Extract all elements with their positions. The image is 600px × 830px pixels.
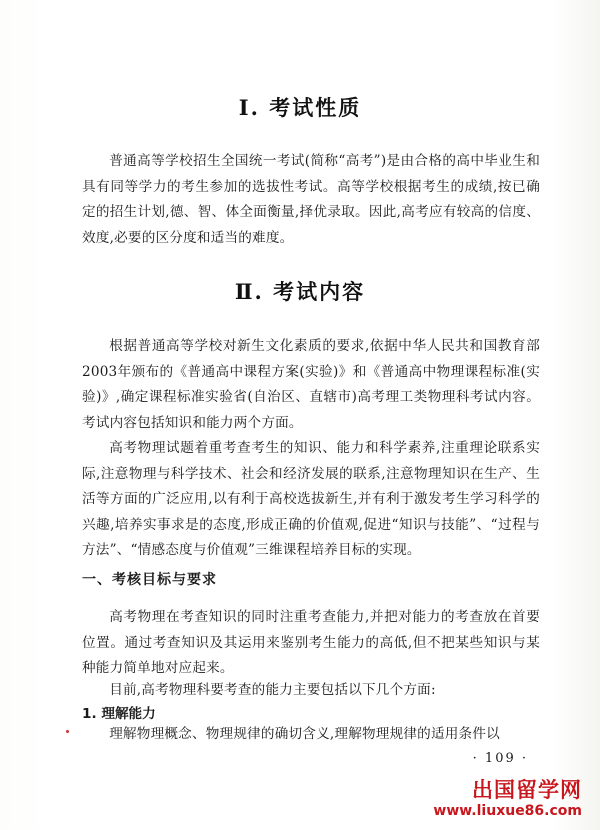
section-heading-exam-content: Ⅱ. 考试内容 — [234, 279, 366, 304]
paragraph-ability-priority: 高考物理在考查知识的同时注重考查能力,并把对能力的考查放在首要位置。通过考查知识及其运用来鉴别考生能力的高低,但不把某些知识与某种能力简单地对应起来。 — [82, 609, 540, 676]
section-heading-exam-nature: Ⅰ. 考试性质 — [238, 95, 362, 120]
scan-dot-mark — [66, 730, 69, 733]
paragraph-content-basis: 根据普通高等学校对新生文化素质的要求,依据中华人民共和国教育部2003年颁布的《普通高中课程方案(实验)》和《普通高中物理课程标准(实验)》,确定课程标准实验省(自治区、直辖市)高考理工类物理科考试内容。考试内容包括知识和能力两个方面。 — [82, 338, 540, 431]
ability-item-title: 1. 理解能力 — [82, 706, 156, 722]
paragraph-exam-nature: 普通高等学校招生全国统一考试(简称“高考”)是由合格的高中毕业生和具有同等学力的考生参加的选拔性考试。高等学校根据考生的成绩,按已确定的招生计划,德、智、体全面衡量,择优录取。因此,高考应有较高的信度、效度,必要的区分度和适当的难度。 — [82, 153, 540, 246]
page-number: · 109 · — [472, 751, 528, 766]
watermark-url[interactable]: www.liuxue86.com — [433, 803, 582, 819]
paragraph-ability-list-intro: 目前,高考物理科要考查的能力主要包括以下几个方面: — [109, 682, 436, 698]
site-watermark — [433, 778, 582, 820]
watermark-title: 出国留学网 — [472, 778, 582, 802]
subsection-heading-objectives: 一、考核目标与要求 — [82, 572, 217, 588]
paragraph-content-focus: 高考物理试题着重考查考生的知识、能力和科学素养,注重理论联系实际,注意物理与科学技术、社会和经济发展的联系,注意物理知识在生产、生活等方面的广泛应用,以有利于高校选拔新生,并有利于激发考生学习科学的兴趣,培养实事求是的态度,形成正确的价值观,促进“知识与技能”、“过程与方法”、“情感态度与价值观”三维课程培养目标的实现。 — [82, 440, 540, 558]
ability-item-text: 理解物理概念、物理规律的确切含义,理解物理规律的适用条件以 — [109, 726, 500, 742]
